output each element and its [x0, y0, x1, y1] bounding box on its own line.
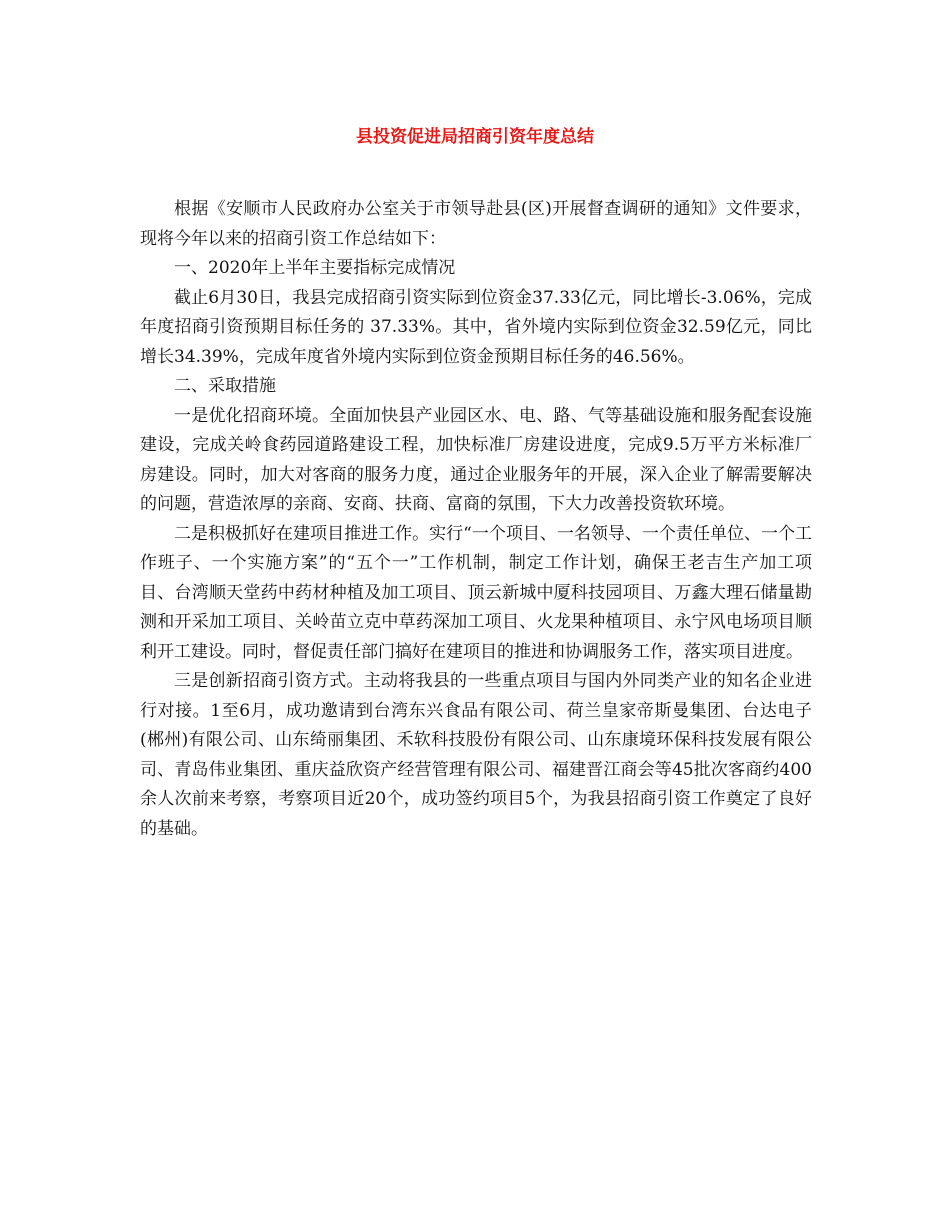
- section-heading-1: 一、2020年上半年主要指标完成情况: [174, 258, 456, 278]
- measure-paragraph-1: 一是优化招商环境。全面加快县产业园区水、电、路、气等基础设施和服务配套设施建设，完成关岭食药园道路建设工程，加快标准厂房建设进度，完成9.5万平方米标准厂房建设。同时，加大对客商的服务力度，通过企业服务年的开展，深入企业了解需要解决的问题，营造浓厚的亲商、安商、扶商、富商的氛围，下大力改善投资软环境。: [140, 405, 812, 514]
- measure-paragraph-3: 三是创新招商引资方式。主动将我县的一些重点项目与国内外同类产业的知名企业进行对接。1至6月，成功邀请到台湾东兴食品有限公司、荷兰皇家帝斯曼集团、台达电子(郴州)有限公司、山东绮丽集团、禾软科技股份有限公司、山东康境环保科技发展有限公司、青岛伟业集团、重庆益欣资产经营管理有限公司、福建晋江商会等45批次客商约400余人次前来考察，考察项目近20个，成功签约项目5个，为我县招商引资工作奠定了良好的基础。: [140, 671, 812, 839]
- section-heading-2: 二、采取措施: [174, 376, 276, 396]
- intro-paragraph: 根据《安顺市人民政府办公室关于市领导赴县(区)开展督查调研的通知》文件要求，现将今年以来的招商引资工作总结如下：: [140, 199, 812, 249]
- measure-paragraph-2: 二是积极抓好在建项目推进工作。实行“一个项目、一名领导、一个责任单位、一个工作班子、一个实施方案”的“五个一”工作机制，制定工作计划，确保王老吉生产加工项目、台湾顺天堂药中药材种植及加工项目、顶云新城中厦科技园项目、万鑫大理石储量勘测和开采加工项目、关岭苗立克中草药深加工项目、火龙果种植项目、永宁风电场项目顺利开工建设。同时，督促责任部门搞好在建项目的推进和协调服务工作，落实项目进度。: [140, 523, 812, 662]
- indicators-paragraph: 截止6月30日，我县完成招商引资实际到位资金37.33亿元，同比增长-3.06%，完成年度招商引资预期目标任务的 37.33%。其中，省外境内实际到位资金32.59亿元，同比增长34.39%，完成年度省外境内实际到位资金预期目标任务的46.56%。: [140, 287, 812, 367]
- document-body: [140, 195, 812, 844]
- document-title: 县投资促进局招商引资年度总结: [356, 127, 594, 147]
